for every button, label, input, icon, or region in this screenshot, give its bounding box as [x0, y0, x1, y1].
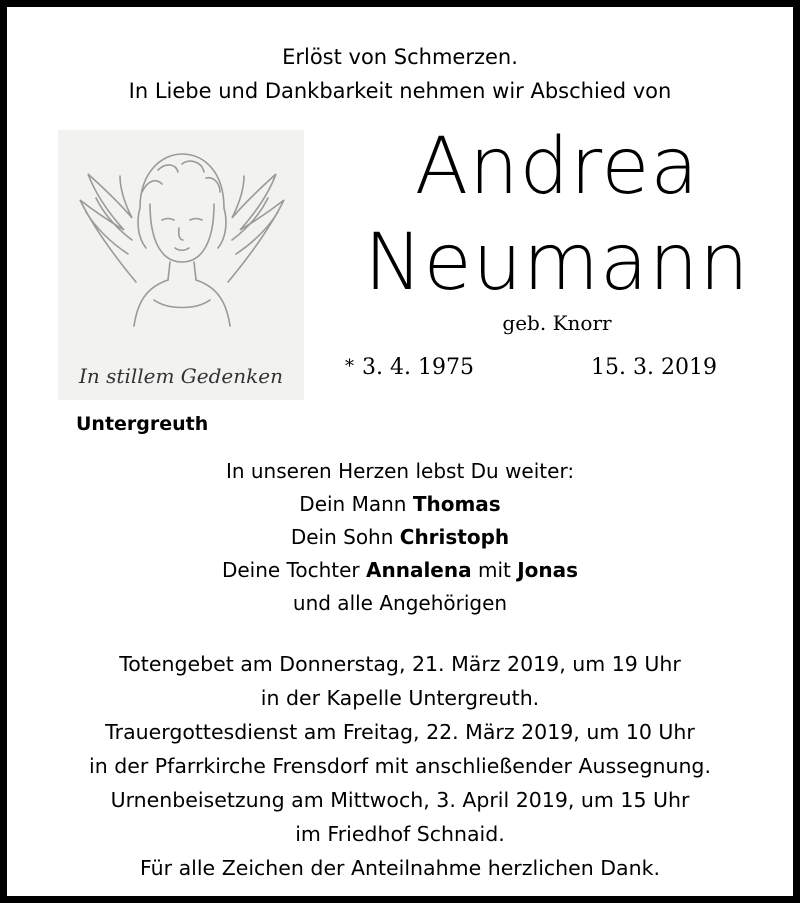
service-line: im Friedhof Schnaid. — [295, 822, 505, 846]
daughter-connector: mit — [477, 558, 511, 582]
thanks-line: Für alle Zeichen der Anteilnahme herzlichen Dank. — [140, 856, 660, 880]
residence-place: Untergreuth — [76, 413, 209, 435]
husband-name: Thomas — [412, 492, 501, 516]
birth-star-icon: * — [345, 356, 354, 377]
death-date: 15. 3. 2019 — [591, 355, 717, 380]
daughter-prefix: Deine Tochter — [221, 558, 360, 582]
angel-image — [58, 130, 304, 400]
deceased-last-name: Neumann — [364, 218, 750, 308]
deceased-first-name: Andrea — [414, 122, 700, 212]
service-line: Trauergottesdienst am Freitag, 22. März 2019, um 10 Uhr — [105, 720, 695, 744]
birth-date-line — [345, 355, 474, 380]
intro-line-2: In Liebe und Dankbarkeit nehmen wir Abschied von — [128, 79, 672, 103]
husband-prefix: Dein Mann — [299, 492, 407, 516]
partner-name: Jonas — [517, 558, 579, 582]
service-line: Urnenbeisetzung am Mittwoch, 3. April 2019, um 15 Uhr — [110, 788, 690, 812]
intro-line-1: Erlöst von Schmerzen. — [282, 45, 518, 69]
son-name: Christoph — [399, 525, 510, 549]
family-son — [7, 521, 793, 554]
daughter-name: Annalena — [366, 558, 472, 582]
angel-caption: In stillem Gedenken — [79, 364, 283, 388]
service-line: in der Pfarrkirche Frensdorf mit anschließender Aussegnung. — [89, 754, 711, 778]
service-line: Totengebet am Donnerstag, 21. März 2019, um 19 Uhr — [119, 652, 681, 676]
family-intro: In unseren Herzen lebst Du weiter: — [225, 459, 575, 483]
family-others: und alle Angehörigen — [292, 591, 508, 615]
family-husband — [7, 488, 793, 521]
birth-date: 3. 4. 1975 — [362, 355, 474, 380]
family-daughter — [7, 554, 793, 587]
angel-icon — [58, 130, 304, 400]
son-prefix: Dein Sohn — [290, 525, 394, 549]
service-line: in der Kapelle Untergreuth. — [260, 686, 540, 710]
birth-name: geb. Knorr — [502, 311, 612, 335]
